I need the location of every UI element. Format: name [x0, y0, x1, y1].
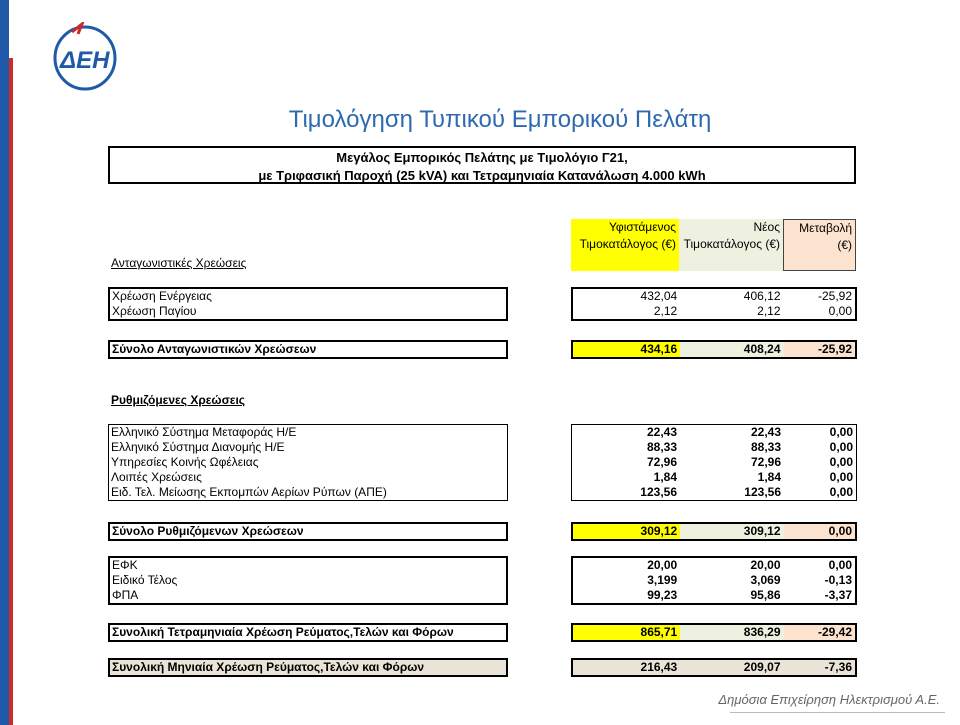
subtitle-line-2: με Τριφασική Παροχή (25 kVA) και Τετραμηνιαία Κατανάλωση 4.000 kWh [258, 168, 706, 183]
competitive-values [571, 287, 857, 321]
cell-existing: 432,04 [640, 289, 678, 303]
row-label: Χρέωση Παγίου [112, 304, 197, 318]
competitive-labels [108, 287, 508, 321]
regulated-total-label-box [108, 522, 508, 541]
cell-new: 88,33 [750, 440, 781, 454]
regulated-labels [108, 424, 508, 501]
cell-existing: 434,16 [573, 342, 680, 357]
four-month-total-values [571, 623, 857, 642]
brand-accent-bar [9, 58, 13, 725]
cell-existing: 88,33 [646, 440, 677, 454]
cell-new: 123,56 [744, 485, 781, 499]
table-row [573, 304, 855, 319]
cell-existing: 1,84 [653, 470, 677, 484]
cell-existing: 865,71 [573, 625, 680, 640]
footer-company-name: Δημόσια Επιχείρηση Ηλεκτρισμού Α.Ε. [718, 692, 940, 707]
cell-new: 406,12 [743, 289, 781, 303]
subtitle-line-1: Μεγάλος Εμπορικός Πελάτης με Τιμολόγιο Γ21, [336, 150, 628, 165]
cell-change: -29,42 [784, 625, 856, 640]
cell-change: -3,37 [824, 588, 852, 602]
cell-change: -25,92 [817, 289, 852, 303]
four-month-total-label-box [108, 623, 508, 642]
dei-logo-icon [52, 22, 118, 92]
cell-change: 0,00 [828, 558, 852, 572]
cell-new: 1,84 [757, 470, 781, 484]
table-row [572, 470, 856, 485]
cell-change: 0,00 [784, 524, 856, 539]
competitive-total-values [571, 340, 857, 359]
row-label: Υπηρεσίες Κοινής Ωφέλειας [111, 455, 259, 469]
logo-text: ΔΕΗ [60, 47, 110, 74]
table-row [572, 455, 856, 470]
cell-change: 0,00 [829, 440, 853, 454]
row-label: ΕΦΚ [112, 558, 138, 572]
page-title: Τιμολόγηση Τυπικού Εμπορικού Πελάτη [288, 106, 712, 133]
cell-existing: 20,00 [647, 558, 678, 572]
table-row [573, 573, 855, 588]
cell-existing: 3,199 [647, 573, 678, 587]
cell-existing: 99,23 [647, 588, 678, 602]
competitive-total-label-box [108, 340, 508, 359]
cell-new: 20,00 [750, 558, 781, 572]
cell-change: 0,00 [829, 470, 853, 484]
cell-new: 309,12 [680, 524, 783, 539]
header-existing-tariff: Υφιστάμενος Τιμοκατάλογος (€) [571, 219, 679, 271]
regulated-total-values [571, 522, 857, 541]
total-row [573, 660, 855, 675]
cell-existing: 216,43 [573, 660, 680, 675]
total-label: Σύνολο Ανταγωνιστικών Χρεώσεων [112, 342, 317, 356]
table-row [572, 440, 856, 455]
cell-change: 0,00 [828, 304, 852, 318]
subtitle-box [108, 146, 856, 184]
header-new-tariff: Νέος Τιμοκατάλογος (€) [679, 219, 783, 271]
row-label: ΦΠΑ [112, 588, 139, 602]
cell-change: -25,92 [784, 342, 856, 357]
footer-divider [730, 712, 945, 713]
cell-new: 95,86 [750, 588, 781, 602]
table-row [573, 558, 855, 573]
total-row [573, 625, 855, 640]
tax-values [571, 556, 857, 605]
cell-new: 209,07 [680, 660, 783, 675]
cell-existing: 309,12 [573, 524, 680, 539]
cell-change: 0,00 [829, 455, 853, 469]
cell-new: 408,24 [680, 342, 783, 357]
row-label: Ειδικό Τέλος [112, 573, 178, 587]
regulated-values [571, 424, 857, 501]
cell-existing: 72,96 [646, 455, 677, 469]
competitive-charges-heading: Ανταγωνιστικές Χρεώσεις [111, 256, 247, 270]
row-label: Ελληνικό Σύστημα Μεταφοράς Η/Ε [111, 425, 297, 439]
header-change: Μεταβολή (€) [783, 219, 856, 271]
cell-new: 836,29 [680, 625, 783, 640]
table-row [573, 289, 855, 304]
tax-labels [108, 556, 508, 605]
monthly-total-label-box [108, 658, 508, 677]
row-label: Χρέωση Ενέργειας [112, 289, 212, 303]
table-row [573, 588, 855, 603]
cell-existing: 123,56 [640, 485, 677, 499]
total-label: Συνολική Μηνιαία Χρέωση Ρεύματος,Τελών και Φόρων [112, 660, 425, 674]
total-row [573, 342, 855, 357]
cell-change: 0,00 [829, 425, 853, 439]
cell-new: 3,069 [750, 573, 781, 587]
row-label: Ελληνικό Σύστημα Διανομής Η/Ε [111, 440, 285, 454]
total-label: Σύνολο Ρυθμιζόμενων Χρεώσεων [112, 524, 304, 538]
cell-existing: 22,43 [646, 425, 677, 439]
cell-change: -0,13 [824, 573, 852, 587]
cell-new: 72,96 [750, 455, 781, 469]
row-label: Λοιπές Χρεώσεις [111, 470, 202, 484]
cell-new: 2,12 [757, 304, 781, 318]
table-row [572, 425, 856, 440]
regulated-charges-heading: Ρυθμιζόμενες Χρεώσεις [111, 393, 246, 407]
cell-change: -7,36 [784, 660, 856, 675]
table-row [572, 485, 856, 500]
monthly-total-values [571, 658, 857, 677]
row-label: Ειδ. Τελ. Μείωσης Εκπομπών Αερίων Ρύπων (ΑΠΕ) [111, 485, 387, 499]
total-row [573, 524, 855, 539]
total-label: Συνολική Τετραμηνιαία Χρέωση Ρεύματος,Τελών και Φόρων [112, 625, 454, 639]
cell-existing: 2,12 [653, 304, 678, 318]
cell-change: 0,00 [829, 485, 853, 499]
cell-new: 22,43 [750, 425, 781, 439]
